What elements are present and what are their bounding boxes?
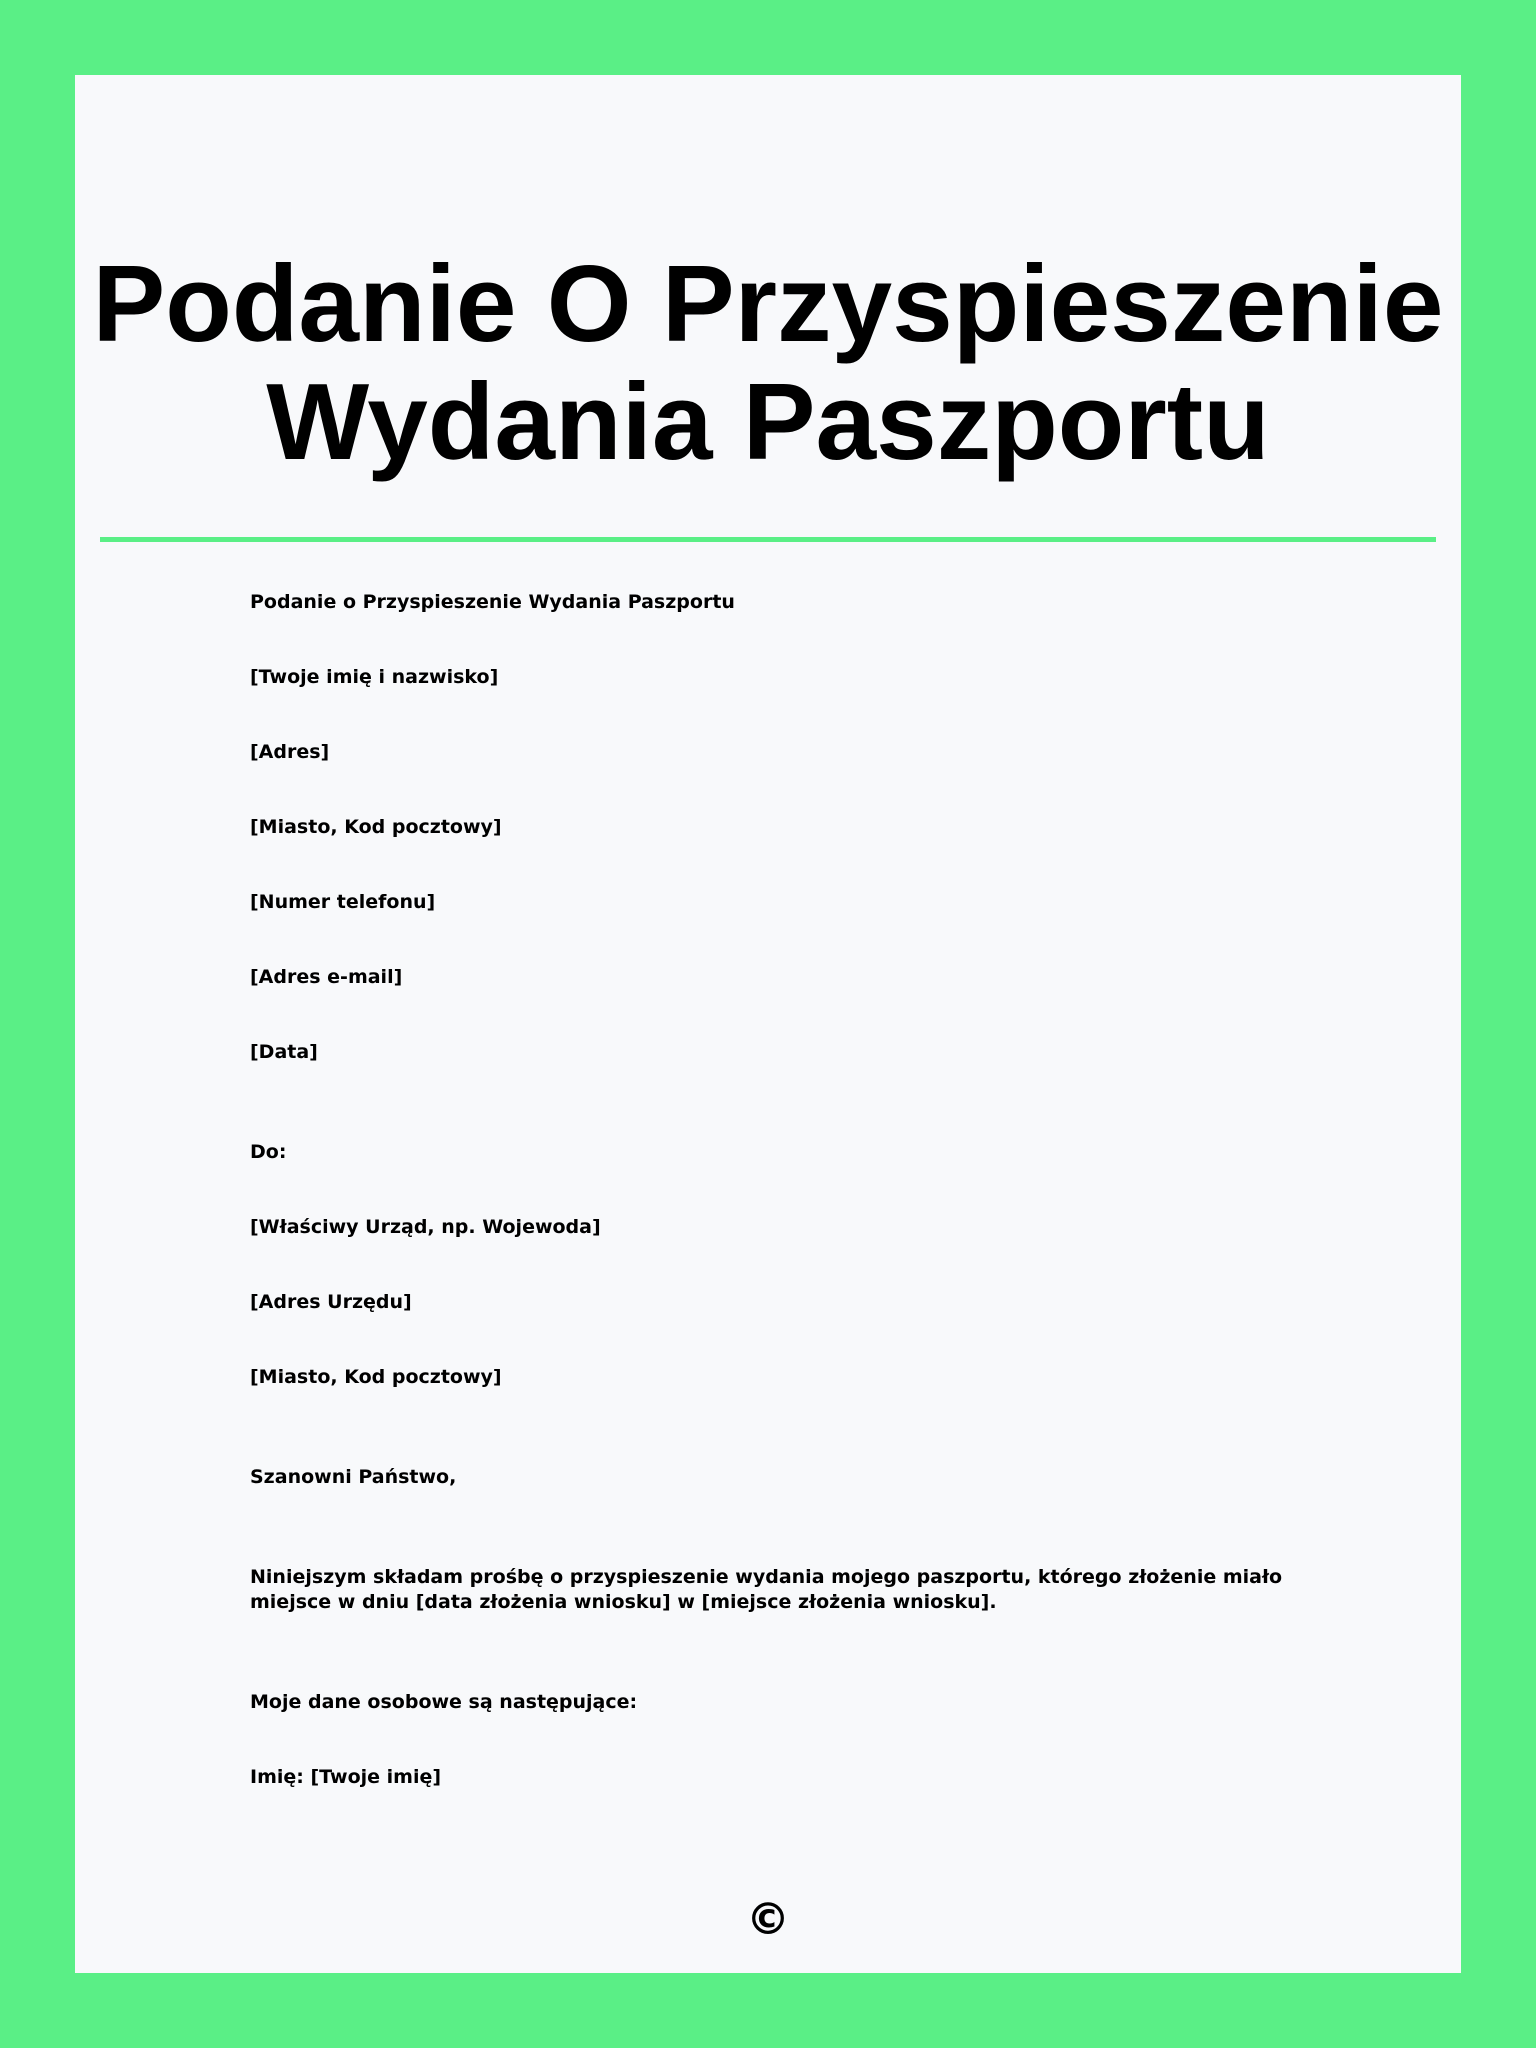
document-title: Podanie O Przyspieszenie Wydania Paszportu	[92, 243, 1444, 483]
sender-email-line: [Adres e-mail]	[250, 966, 403, 988]
title-divider	[100, 537, 1436, 542]
recipient-city-line: [Miasto, Kod pocztowy]	[250, 1366, 502, 1388]
request-paragraph: Niniejszym składam prośbę o przyspieszenie wydania mojego paszportu, którego złożenie miało miejsce w dniu [data złożenia wniosku] w [miejsce złożenia wniosku].	[250, 1566, 1283, 1613]
recipient-label-line: Do:	[250, 1141, 287, 1163]
sender-name-line: [Twoje imię i nazwisko]	[250, 666, 499, 688]
first-name-line: Imię: [Twoje imię]	[250, 1766, 442, 1788]
recipient-office-line: [Właściwy Urząd, np. Wojewoda]	[250, 1216, 601, 1238]
date-line: [Data]	[250, 1041, 318, 1063]
sender-address-line: [Adres]	[250, 741, 330, 763]
salutation-line: Szanowni Państwo,	[250, 1466, 457, 1488]
recipient-address-line: [Adres Urzędu]	[250, 1291, 412, 1313]
sender-phone-line: [Numer telefonu]	[250, 891, 436, 913]
personal-data-intro-line: Moje dane osobowe są następujące:	[250, 1691, 638, 1713]
sender-city-line: [Miasto, Kod pocztowy]	[250, 816, 502, 838]
copyright-icon: ©	[746, 1894, 790, 1945]
document-heading-line: Podanie o Przyspieszenie Wydania Paszportu	[250, 591, 735, 613]
document-page	[75, 75, 1461, 1973]
